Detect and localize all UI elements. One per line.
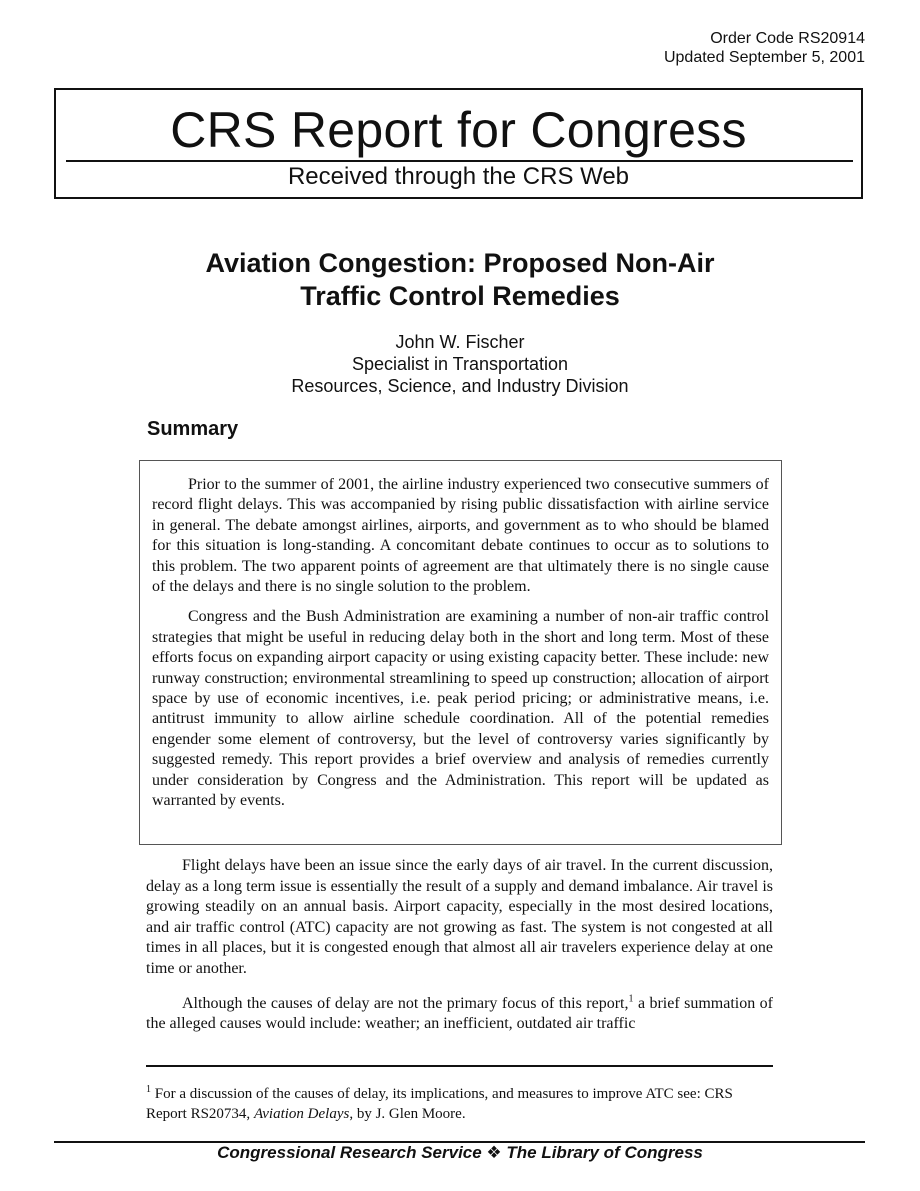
title-line-2: Traffic Control Remedies [300,281,620,311]
footnote-ref: 1 [628,993,634,1005]
updated-date: Updated September 5, 2001 [663,49,865,66]
report-banner [54,88,863,199]
footnote-divider [146,1065,773,1067]
banner-title: CRS Report for Congress [170,102,747,158]
banner-divider [66,160,853,162]
footnote-text-end: , by J. Glen Moore. [349,1106,466,1122]
page-footer: Congressional Research Service ❖ The Library of Congress [217,1143,703,1162]
author-division: Resources, Science, and Industry Division [291,376,629,396]
summary-paragraph: Prior to the summer of 2001, the airline industry experienced two consecutive summers of record flight delays. This was accompanied by rising public dissatisfaction with airline service in general. The debate amongst airlines, airports, and government as to who should be blamed for this situation is long-standing. A concomitant debate continues to occur as to solutions to this problem. The two apparent points of agreement are that ultimately there is no single cause of the delays and there is no single solution to the problem. [152,476,769,596]
document-title [0,247,920,313]
author-block [0,331,920,397]
author-name: John W. Fischer [395,332,525,352]
body-paragraph: Flight delays have been an issue since the early days of air travel. In the current discussion, delay as a long term issue is essentially the result of a supply and demand imbalance. Air travel is growing steadily on an annual basis. Airport capacity, especially in the most desired locations, and air traffic control (ATC) capacity are not growing as fast. The system is not congested at all times in all places, but it is congested enough that almost all air travelers experience delay at one time or another. [146,857,773,977]
body-paragraph-text-cont: a brief summation of the alleged causes would include: weather; an inefficient, outdated air traffic [146,994,774,1033]
footnote-text: For a discussion of the causes of delay, its implications, and measures to improve ATC see: CRS Report RS20734, [146,1086,733,1122]
body-paragraph-text: Although the causes of delay are not the primary focus of this report, [182,994,629,1012]
footnote [146,1084,773,1124]
footnote-cited-title: Aviation Delays [253,1106,350,1122]
author-position: Specialist in Transportation [351,354,569,374]
body-paragraph [146,994,773,1035]
body-text [146,856,773,1049]
order-code: Order Code RS20914 [710,30,865,47]
summary-heading: Summary [147,418,239,440]
order-code-block [664,29,865,67]
title-line-1: Aviation Congestion: Proposed Non-Air [205,248,715,278]
banner-subtitle: Received through the CRS Web [287,163,630,190]
footnote-number: 1 [146,1084,151,1095]
summary-box [139,460,782,845]
summary-paragraph: Congress and the Bush Administration are examining a number of non-air traffic control strategies that might be useful in reducing delay both in the short and long term. Most of these efforts focus on expanding airport capacity or using existing capacity better. These include: new runway construction; environmental streamlining to speed up construction; allocation of airport space by use of economic incentives, i.e. peak period pricing; or administrative means, i.e. antitrust immunity to allow airline schedule coordination. All of the potential remedies engender some element of controversy, but the level of controversy varies significantly by suggested remedy. This report provides a brief overview and analysis of remedies currently under consideration by Congress and the Administration. This report will be updated as warranted by events. [152,608,769,810]
